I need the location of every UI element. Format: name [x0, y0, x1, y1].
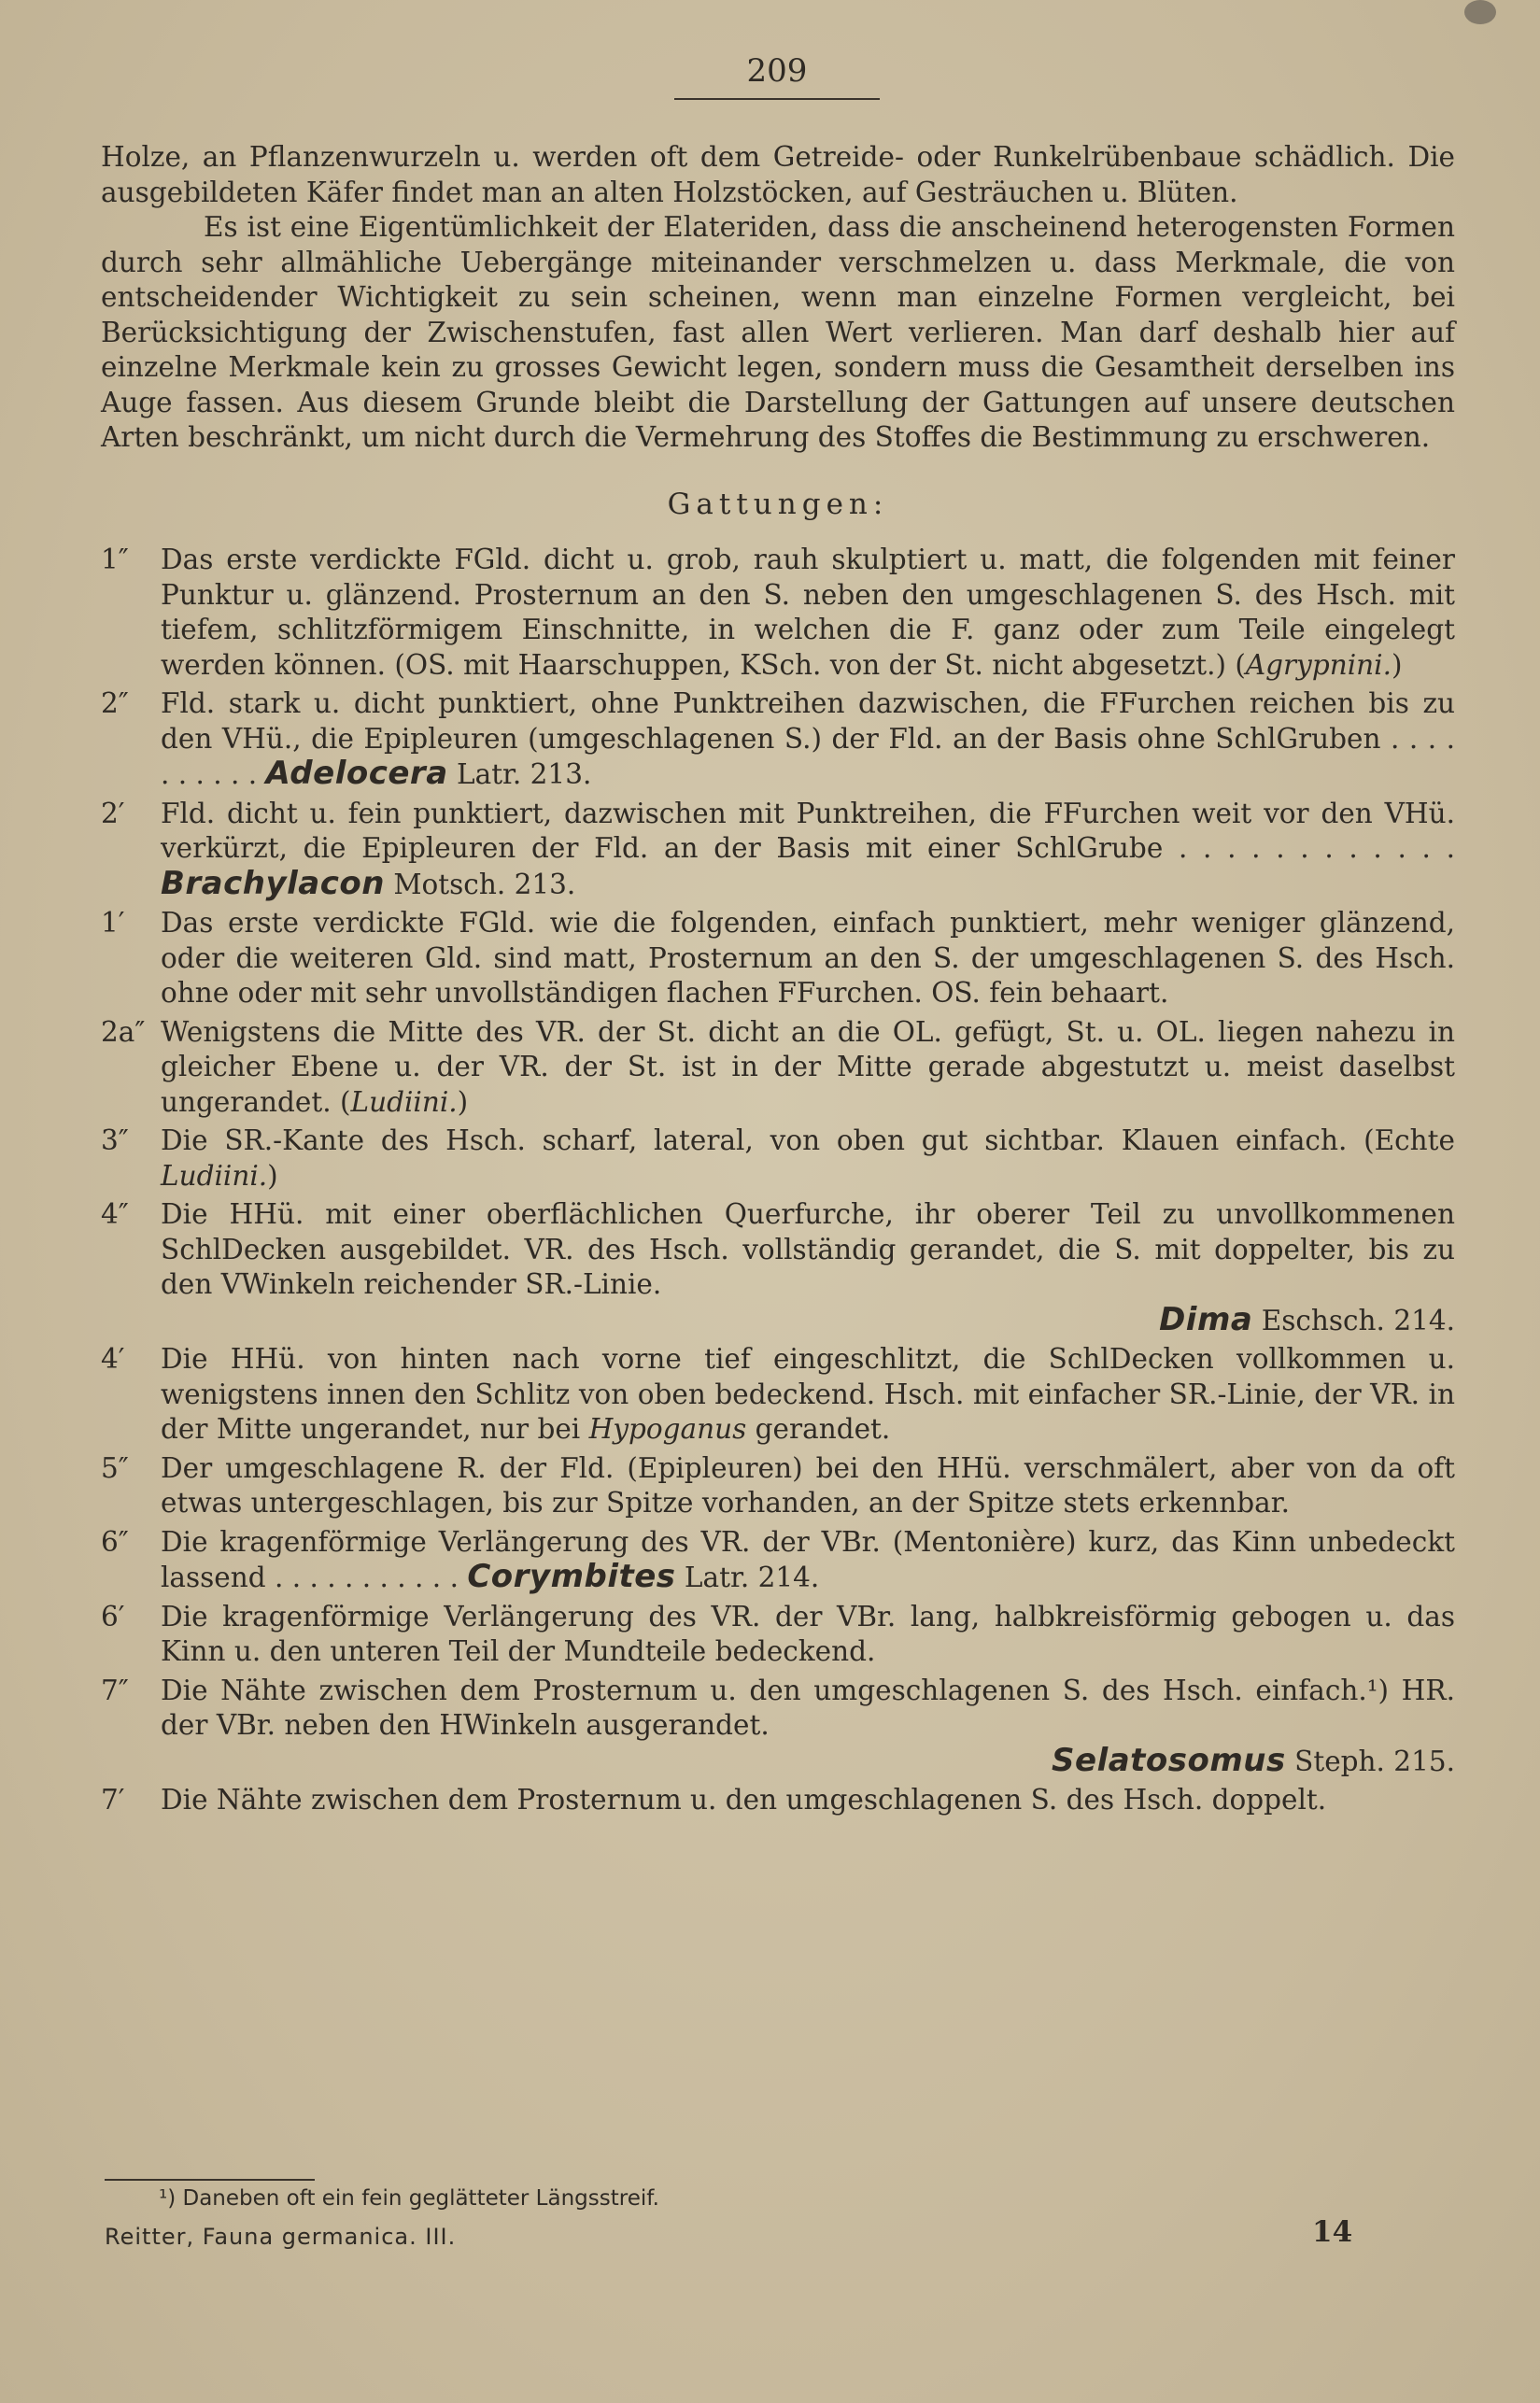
- genus-author: Motsch. 213.: [384, 868, 576, 900]
- taxon-italic: Ludiini.: [350, 1085, 458, 1118]
- key-entry: [101, 1342, 1455, 1448]
- entry-tail: ): [457, 1085, 469, 1118]
- entry-text: [161, 906, 1455, 1011]
- genus-name: Brachylacon: [161, 864, 385, 902]
- entry-text: [161, 1342, 1455, 1448]
- imprint: Reitter, Fauna germanica. III.: [105, 2224, 457, 2250]
- taxon-italic: Agrypnini.: [1245, 648, 1392, 681]
- key-entry: [101, 1124, 1455, 1194]
- key-entry: [101, 1674, 1455, 1780]
- entry-body: Die HHü. mit einer oberflächlichen Querfurche, ihr oberer Teil zu unvollkommenen SchlDecken ausgebildet. VR. des Hsch. vollständig gerandet, die S. mit doppelter, bis zu den VWinkeln reichender SR.-Linie.: [161, 1198, 1455, 1300]
- key-entry: [101, 1015, 1455, 1121]
- entry-text: [161, 1525, 1455, 1596]
- entry-text: [161, 797, 1455, 903]
- key-entry: [101, 543, 1455, 683]
- sheet-number: 14: [1312, 2215, 1353, 2249]
- key-entry: [101, 1783, 1455, 1818]
- ink-spot: [1464, 0, 1496, 24]
- entry-text: [161, 1451, 1455, 1521]
- page-number: 209: [746, 52, 808, 90]
- paragraph: Es ist eine Eigentümlichkeit der Elateriden, dass die anscheinend heterogensten Formen durch sehr allmähliche Uebergänge miteinander verschmelzen u. dass Merkmale, die von entscheidender Wichtigkeit zu sein scheinen, wenn man einzelne Formen vergleicht, bei Berücksichtigung der Zwischenstufen, fast allen Wert verlieren. Man darf deshalb hier auf einzelne Merkmale kein zu grosses Gewicht legen, sondern muss die Gesamtheit derselben ins Auge fassen. Aus diesem Grunde bleibt die Darstellung der Gattungen auf unsere deutschen Arten beschränkt, um nicht durch die Vermehrung des Stoffes die Bestimmung zu erschweren.: [101, 211, 1455, 453]
- entry-body: Die SR.-Kante des Hsch. scharf, lateral, von oben gut sichtbar. Klauen einfach. (Echte: [161, 1124, 1455, 1156]
- entry-body: Wenigstens die Mitte des VR. der St. dicht an die OL. gefügt, St. u. OL. liegen nahezu in gleicher Ebene u. der VR. der St. ist in der Mitte gerade abgestutzt u. meist daselbst ungerandet. (: [161, 1015, 1455, 1118]
- entry-code: 2′: [101, 797, 125, 829]
- entry-code: 1″: [101, 544, 129, 575]
- section-heading: Gattungen:: [667, 487, 889, 521]
- entry-code: 1′: [101, 907, 125, 939]
- entry-text: [161, 1197, 1455, 1338]
- entry-code: 6″: [101, 1525, 129, 1558]
- entry-body: Fld. stark u. dicht punktiert, ohne Punktreihen dazwischen, die FFurchen reichen bis zu den VHü., die Epipleuren (umgeschlagenen S.) der Fld. an der Basis ohne SchlGruben . . . . . . . . . .: [161, 687, 1455, 790]
- genus-line: [161, 1300, 1455, 1339]
- genus-name: Dima: [1159, 1300, 1253, 1338]
- footnote: ¹) Daneben oft ein fein geglätteter Längsstreif.: [159, 2186, 659, 2211]
- page-number-rule: [674, 98, 880, 100]
- entry-body: Das erste verdickte FGld. dicht u. grob, rauh skulptiert u. matt, die folgenden mit feiner Punktur u. glänzend. Prosternum an den S. neben den umgeschlagenen S. des Hsch. mit tiefem, schlitzförmigem Einschnitte, in welchen die F. ganz oder zum Teile eingelegt werden können. (OS. mit Haarschuppen, KSch. von der St. nicht abgesetzt.) (: [161, 544, 1455, 681]
- key-entry: [101, 906, 1455, 1011]
- entry-body: Die Nähte zwischen dem Prosternum u. den umgeschlagenen S. des Hsch. einfach.¹) HR. der VBr. neben den HWinkeln ausgerandet.: [161, 1674, 1455, 1741]
- entry-body: Das erste verdickte FGld. wie die folgenden, einfach punktiert, mehr weniger glänzend, oder die weiteren Gld. sind matt, Prosternum an den S. der umgeschlagenen S. des Hsch. ohne oder mit sehr unvollständigen flachen FFurchen. OS. fein behaart.: [161, 907, 1455, 1009]
- genus-name: Adelocera: [265, 755, 448, 792]
- entry-body: Die kragenförmige Verlängerung des VR. der VBr. (Mentonière) kurz, das Kinn unbedeckt lassend . . . . . . . . . . .: [161, 1525, 1455, 1593]
- key-entry: [101, 1600, 1455, 1670]
- entry-text: [161, 1674, 1455, 1780]
- entry-code: 3″: [101, 1124, 129, 1156]
- entry-text: [161, 1600, 1455, 1670]
- entry-body: Die kragenförmige Verlängerung des VR. der VBr. lang, halbkreisförmig gebogen u. das Kinn u. den unteren Teil der Mundteile bedeckend.: [161, 1600, 1455, 1667]
- genus-line: [161, 1741, 1455, 1780]
- entry-code: 6′: [101, 1600, 125, 1633]
- genus-name: Selatosomus: [1052, 1741, 1286, 1779]
- genus-name: Corymbites: [467, 1558, 676, 1595]
- taxon-italic: Hypoganus: [588, 1413, 747, 1445]
- entry-text: [161, 543, 1455, 683]
- entry-text: [161, 1783, 1455, 1818]
- entry-code: 7′: [101, 1784, 125, 1816]
- entry-text: [161, 1124, 1455, 1194]
- entry-text: [161, 686, 1455, 793]
- key-entry: [101, 797, 1455, 903]
- genus-author: Steph. 215.: [1285, 1745, 1455, 1777]
- key-entry: [101, 686, 1455, 793]
- entry-text: [161, 1015, 1455, 1121]
- key-entry: [101, 1525, 1455, 1596]
- paragraph: Holze, an Pflanzenwurzeln u. werden oft dem Getreide- oder Runkelrübenbaue schädlich. Die ausgebildeten Käfer findet man an alten Holzstöcken, auf Gesträuchen u. Blüten.: [101, 141, 1455, 208]
- entry-tail: gerandet.: [746, 1413, 891, 1445]
- genus-author: Latr. 214.: [675, 1562, 820, 1593]
- genus-author: Eschsch. 214.: [1252, 1304, 1455, 1336]
- entry-tail: ): [267, 1159, 278, 1192]
- entry-body: Die Nähte zwischen dem Prosternum u. den umgeschlagenen S. des Hsch. doppelt.: [161, 1784, 1327, 1816]
- key-entry: [101, 1451, 1455, 1521]
- key-entry: [101, 1197, 1455, 1338]
- entry-code: 4″: [101, 1198, 129, 1230]
- genus-author: Latr. 213.: [447, 758, 592, 790]
- entry-code: 2″: [101, 687, 129, 719]
- entry-code: 2a″: [101, 1015, 146, 1048]
- entry-tail: ): [1391, 648, 1403, 681]
- key-entries: [101, 543, 1455, 1818]
- entry-body: Der umgeschlagene R. der Fld. (Epipleuren) bei den HHü. verschmälert, aber von da oft etwas untergeschlagen, bis zur Spitze vorhanden, an der Spitze stets erkennbar.: [161, 1451, 1455, 1519]
- taxon-italic: Ludiini.: [161, 1159, 268, 1192]
- text-body: [101, 140, 1455, 1822]
- entry-code: 4′: [101, 1343, 125, 1375]
- entry-body: Die HHü. von hinten nach vorne tief eingeschlitzt, die SchlDecken vollkommen u. wenigstens innen den Schlitz von oben bedeckend. Hsch. mit einfacher SR.-Linie, der VR. in der Mitte ungerandet, nur bei: [161, 1343, 1455, 1445]
- entry-code: 7″: [101, 1674, 129, 1706]
- entry-code: 5″: [101, 1451, 129, 1484]
- entry-body: Fld. dicht u. fein punktiert, dazwischen mit Punktreihen, die FFurchen weit vor den VHü. verkürzt, die Epipleuren der Fld. an der Basis mit einer SchlGrube . . . . . . . . . . . .: [161, 797, 1455, 864]
